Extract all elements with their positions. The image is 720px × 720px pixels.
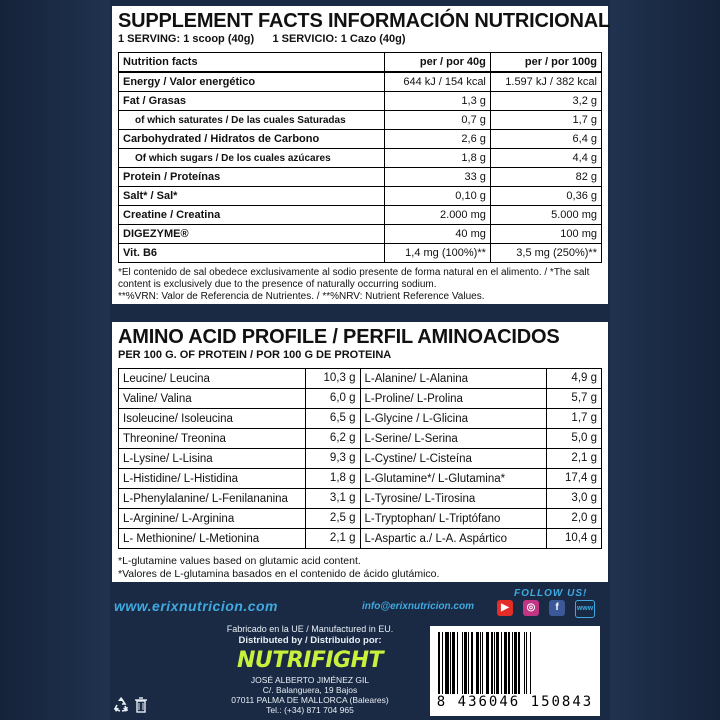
amino-table xyxy=(118,368,602,549)
nutrition-row xyxy=(119,187,602,206)
amino-value: 5,0 g xyxy=(546,429,601,448)
amino-name: L-Histidine/ L-Histidina xyxy=(123,472,239,485)
serving-en: 1 SERVING: 1 scoop (40g) xyxy=(118,33,255,45)
nutrient-value-40g: 0,7 g xyxy=(384,111,490,130)
nutrition-row xyxy=(119,206,602,225)
amino-column-left xyxy=(119,369,360,548)
website-link[interactable]: www.erixnutricion.com xyxy=(114,598,279,614)
nutrient-value-40g: 644 kJ / 154 kcal xyxy=(384,72,490,92)
serving-es: 1 SERVICIO: 1 Cazo (40g) xyxy=(272,33,406,45)
nutrient-value-100g: 1.597 kJ / 382 kcal xyxy=(490,72,601,92)
amino-name: Leucine/ Leucina xyxy=(123,372,210,385)
amino-row xyxy=(361,509,602,529)
instagram-icon[interactable]: ◎ xyxy=(523,600,539,616)
nutrition-row xyxy=(119,149,602,168)
nutrient-value-100g: 3,2 g xyxy=(490,92,601,111)
amino-value: 10,4 g xyxy=(546,529,601,548)
nutrient-name: Of which sugars / De los cuales azúcares xyxy=(119,149,385,168)
nutrient-name: Protein / Proteínas xyxy=(119,168,385,187)
nutrient-value-40g: 40 mg xyxy=(384,225,490,244)
amino-row xyxy=(119,529,360,548)
serving-size xyxy=(118,32,602,46)
web-globe-icon[interactable]: www xyxy=(575,600,595,618)
amino-name: L-Proline/ L-Prolina xyxy=(364,392,463,405)
amino-column-right xyxy=(360,369,602,548)
amino-name: L-Aspartic a./ L-A. Aspártico xyxy=(364,532,508,545)
nutrient-value-40g: 2,6 g xyxy=(384,130,490,149)
nutrifight-logo: NUTRIFIGHT xyxy=(236,648,384,673)
follow-us-label: FOLLOW US! xyxy=(514,588,588,599)
amino-row xyxy=(361,529,602,548)
nutrition-row xyxy=(119,92,602,111)
nutrient-value-100g: 82 g xyxy=(490,168,601,187)
amino-row xyxy=(361,449,602,469)
barcode-bars xyxy=(438,632,592,694)
nutrient-name: Salt* / Sal* xyxy=(119,187,385,206)
nutrient-name: Carbohydrated / Hidratos de Carbono xyxy=(119,130,385,149)
nutrient-value-40g: 0,10 g xyxy=(384,187,490,206)
nutrient-value-40g: 1,3 g xyxy=(384,92,490,111)
nutrient-value-100g: 6,4 g xyxy=(490,130,601,149)
facebook-icon[interactable]: f xyxy=(549,600,565,616)
nutrition-row xyxy=(119,244,602,263)
salt-note: *El contenido de sal obedece exclusivamente al sodio presente de forma natural en el alimento. / *The salt content is exclusively due to the presence of naturally occurring sodium. xyxy=(118,267,590,290)
nutrient-value-40g: 1,4 mg (100%)** xyxy=(384,244,490,263)
email-link[interactable]: info@erixnutricion.com xyxy=(362,601,474,612)
nutrition-row xyxy=(119,130,602,149)
amino-name: Threonine/ Treonina xyxy=(123,432,226,445)
made-in-label: Fabricado en la UE / Manufactured in EU. xyxy=(226,624,394,634)
amino-name: L-Alanine/ L-Alanina xyxy=(364,372,469,385)
amino-name: L-Tyrosine/ L-Tirosina xyxy=(364,492,476,505)
amino-value: 2,5 g xyxy=(305,509,360,528)
amino-row xyxy=(119,369,360,389)
amino-row xyxy=(119,429,360,449)
amino-row xyxy=(361,489,602,509)
amino-name: Valine/ Valina xyxy=(123,392,192,405)
amino-row xyxy=(119,449,360,469)
amino-name: Isoleucine/ Isoleucina xyxy=(123,412,233,425)
nutrition-row xyxy=(119,72,602,92)
amino-value: 2,1 g xyxy=(305,529,360,548)
nutrient-value-40g: 2.000 mg xyxy=(384,206,490,225)
amino-name: L-Arginine/ L-Arginina xyxy=(123,512,235,525)
amino-subtitle: PER 100 G. OF PROTEIN / POR 100 G DE PROTEINA xyxy=(118,349,392,361)
amino-name: L-Lysine/ L-Lisina xyxy=(123,452,213,465)
barcode xyxy=(430,626,600,716)
nutrient-value-40g: 1,8 g xyxy=(384,149,490,168)
amino-name: L-Serine/ L-Serina xyxy=(364,432,458,445)
amino-value: 9,3 g xyxy=(305,449,360,468)
header-per-40g: per / por 40g xyxy=(384,53,490,73)
nutrient-name: DIGEZYME® xyxy=(119,225,385,244)
nutrient-value-100g: 1,7 g xyxy=(490,111,601,130)
nutrient-value-100g: 100 mg xyxy=(490,225,601,244)
amino-row xyxy=(119,489,360,509)
amino-row xyxy=(361,429,602,449)
nutrient-value-100g: 4,4 g xyxy=(490,149,601,168)
nrv-note: **%VRN: Valor de Referencia de Nutrientes. / **%NRV: Nutrient Reference Values. xyxy=(118,291,485,302)
amino-value: 3,0 g xyxy=(546,489,601,508)
amino-value: 1,7 g xyxy=(546,409,601,428)
nutrient-value-100g: 3,5 mg (250%)** xyxy=(490,244,601,263)
nutrition-row xyxy=(119,168,602,187)
supplement-facts-panel xyxy=(112,6,608,304)
nutrition-row xyxy=(119,225,602,244)
header-nutrition-facts: Nutrition facts xyxy=(119,53,385,73)
nutrition-header-row xyxy=(119,53,602,73)
nutrient-name: Energy / Valor energético xyxy=(119,72,385,92)
amino-value: 17,4 g xyxy=(546,469,601,488)
amino-value: 2,0 g xyxy=(546,509,601,528)
distributor-street: C/. Balanguera, 19 Bajos xyxy=(262,685,358,695)
amino-value: 6,2 g xyxy=(305,429,360,448)
amino-name: L- Methionine/ L-Metionina xyxy=(123,532,260,545)
nutrient-name: Creatine / Creatina xyxy=(119,206,385,225)
distributed-label: Distributed by / Distribuido por: xyxy=(238,635,382,646)
amino-row xyxy=(119,389,360,409)
distributor-phone: Tel.: (+34) 871 704 965 xyxy=(266,705,354,715)
left-background xyxy=(0,0,110,720)
amino-row xyxy=(119,469,360,489)
amino-name: L-Glutamine*/ L-Glutamina* xyxy=(364,472,506,485)
nutrient-name: Fat / Grasas xyxy=(119,92,385,111)
distributor-city: 07011 PALMA DE MALLORCA (Baleares) xyxy=(231,695,389,705)
nutrient-value-100g: 5.000 mg xyxy=(490,206,601,225)
amino-row xyxy=(119,509,360,529)
amino-value: 2,1 g xyxy=(546,449,601,468)
trash-bin-icon xyxy=(134,696,148,714)
amino-row xyxy=(361,389,602,409)
facts-title: SUPPLEMENT FACTS INFORMACIÓN NUTRICIONAL xyxy=(118,10,610,32)
nutrient-value-40g: 33 g xyxy=(384,168,490,187)
nutrient-value-100g: 0,36 g xyxy=(490,187,601,206)
amino-name: L-Phenylalanine/ L-Fenilananina xyxy=(123,492,288,505)
amino-value: 10,3 g xyxy=(305,369,360,388)
amino-name: L-Tryptophan/ L-Triptófano xyxy=(364,512,501,525)
amino-name: L-Glycine / L-Glicina xyxy=(364,412,469,425)
amino-value: 6,0 g xyxy=(305,389,360,408)
amino-acid-panel xyxy=(112,322,608,582)
amino-value: 1,8 g xyxy=(305,469,360,488)
amino-value: 4,9 g xyxy=(546,369,601,388)
glutamine-note-en: *L-glutamine values based on glutamic acid content. xyxy=(118,555,361,567)
nutrient-name: of which saturates / De las cuales Saturadas xyxy=(119,111,385,130)
amino-value: 6,5 g xyxy=(305,409,360,428)
nutrition-table xyxy=(118,52,602,263)
amino-value: 5,7 g xyxy=(546,389,601,408)
header-per-100g: per / por 100g xyxy=(490,53,601,73)
distributor-name: JOSÉ ALBERTO JIMÉNEZ GIL xyxy=(250,675,370,685)
amino-row xyxy=(119,409,360,429)
glutamine-note-es: *Valores de L-glutamina basados en el contenido de ácido glutámico. xyxy=(118,568,440,580)
right-background xyxy=(610,0,720,720)
nutrient-name: Vit. B6 xyxy=(119,244,385,263)
amino-name: L-Cystine/ L-Cisteína xyxy=(364,452,472,465)
amino-title: AMINO ACID PROFILE / PERFIL AMINOACIDOS xyxy=(118,326,560,348)
amino-value: 3,1 g xyxy=(305,489,360,508)
amino-row xyxy=(361,409,602,429)
recycle-icon xyxy=(112,696,130,714)
amino-row xyxy=(361,469,602,489)
footer xyxy=(190,624,430,715)
barcode-number: 8 436046 150843 xyxy=(436,694,594,710)
barcode-bar xyxy=(531,632,533,694)
amino-row xyxy=(361,369,602,389)
nutrition-row xyxy=(119,111,602,130)
youtube-icon[interactable]: ▶ xyxy=(497,600,513,616)
